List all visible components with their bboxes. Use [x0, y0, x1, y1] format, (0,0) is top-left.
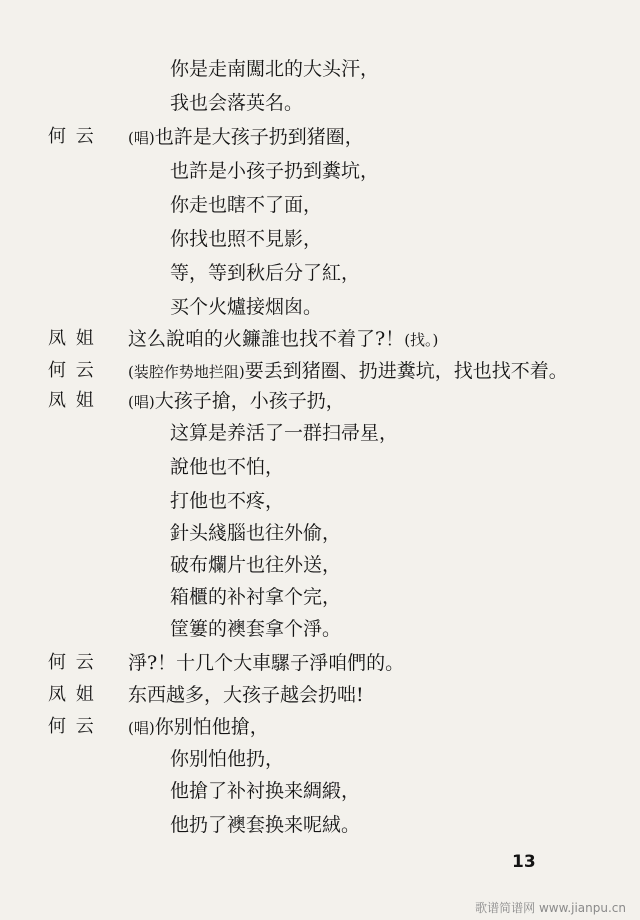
- stage-direction: (唱): [128, 393, 155, 411]
- script-line: [0, 710, 640, 744]
- script-line: [0, 354, 640, 388]
- script-line: [0, 290, 640, 324]
- script-line: [0, 322, 640, 356]
- stage-direction: (找。): [404, 331, 439, 349]
- line-text: 箱櫃的补衬拿个完，: [170, 586, 342, 608]
- line-text: 我也会落英名。: [170, 92, 304, 114]
- speaker-name: 何 云: [48, 360, 96, 381]
- line-text: 針头綫腦也往外偷，: [170, 522, 342, 544]
- line-text: 筐簍的襖套拿个淨。: [170, 618, 342, 640]
- stage-direction: (装腔作势地拦阻): [128, 363, 245, 381]
- script-line: [0, 580, 640, 614]
- script-line: [0, 646, 640, 680]
- script-line: [0, 774, 640, 808]
- line-text: 也許是大孩子扔到猪圈，: [154, 126, 364, 148]
- line-content: [128, 384, 345, 419]
- speaker-name: 何 云: [48, 126, 96, 147]
- line-text: 說他也不怕，: [170, 456, 285, 478]
- line-text: 你是走南闖北的大头汗，: [170, 58, 380, 80]
- page-number: 13: [512, 852, 536, 872]
- script-line: [0, 516, 640, 550]
- line-text: 你找也照不見影，: [170, 228, 323, 250]
- line-text: 你别怕他搶，: [154, 716, 269, 738]
- script-line: [0, 742, 640, 776]
- script-line: [0, 256, 640, 290]
- line-text: 你走也瞎不了面，: [170, 194, 323, 216]
- script-line: [0, 52, 640, 86]
- line-text: 也許是小孩子扔到糞坑，: [170, 160, 380, 182]
- speaker-name: 何 云: [48, 652, 96, 673]
- line-text: 买个火爐接烟囱。: [170, 296, 323, 318]
- line-text: 打他也不疼，: [170, 490, 285, 512]
- script-line: [0, 188, 640, 222]
- speaker-name: 凤 姐: [48, 328, 96, 349]
- script-line: [0, 808, 640, 842]
- line-text: 你别怕他扔，: [170, 748, 285, 770]
- line-text: 他搶了补衬换来綢緞，: [170, 780, 361, 802]
- line-text: 东西越多，大孩子越会扔咄!: [128, 684, 364, 706]
- script-line: [0, 154, 640, 188]
- line-content: [128, 322, 438, 357]
- stage-direction: (唱): [128, 719, 155, 737]
- script-line: [0, 548, 640, 582]
- line-text: 等，等到秋后分了紅，: [170, 262, 361, 284]
- line-text: 要丢到猪圈、扔进糞坑，找也找不着。: [244, 360, 568, 382]
- script-line: [0, 678, 640, 712]
- line-text: 他扔了襖套换来呢絨。: [170, 814, 361, 836]
- speaker-name: 凤 姐: [48, 390, 96, 411]
- script-line: [0, 384, 640, 418]
- line-text: 这么說咱的火鐮誰也找不着了?！: [128, 328, 405, 350]
- script-line: [0, 86, 640, 120]
- watermark: 歌谱简谱网 www.jianpu.cn: [475, 901, 626, 915]
- script-line: [0, 612, 640, 646]
- line-content: [128, 120, 364, 155]
- line-text: 大孩子搶，小孩子扔，: [154, 390, 345, 412]
- script-line: [0, 416, 640, 450]
- speaker-name: 凤 姐: [48, 684, 96, 705]
- script-line: [0, 484, 640, 518]
- speaker-name: 何 云: [48, 716, 96, 737]
- script-line: [0, 120, 640, 154]
- line-text: 破布爛片也往外送，: [170, 554, 342, 576]
- line-text: 这算是养活了一群扫帚星，: [170, 422, 399, 444]
- script-line: [0, 450, 640, 484]
- script-line: [0, 222, 640, 256]
- line-content: [128, 710, 269, 745]
- stage-direction: (唱): [128, 129, 155, 147]
- line-text: 淨?！十几个大車騾子淨咱們的。: [128, 652, 405, 674]
